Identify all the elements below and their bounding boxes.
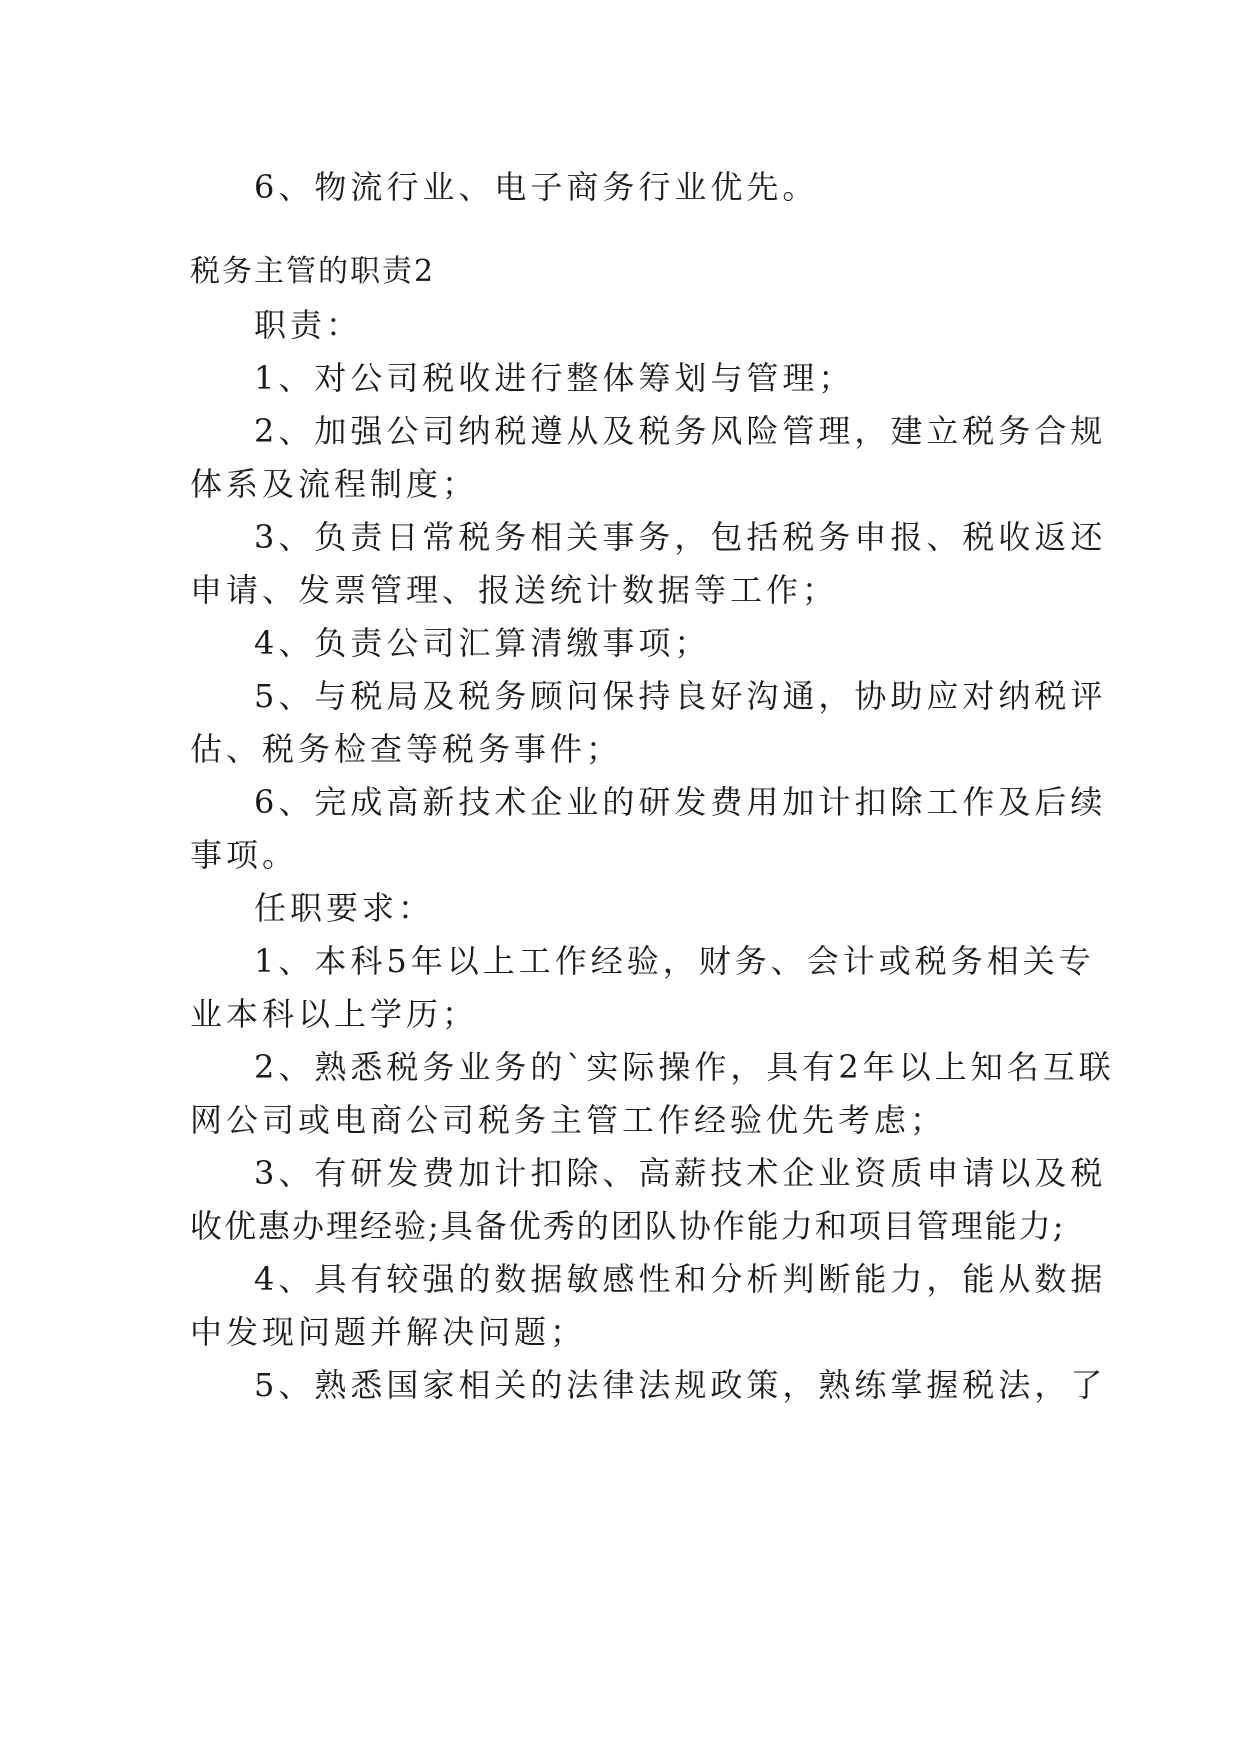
text-line: 收优惠办理经验;具备优秀的团队协作能力和项目管理能力; <box>190 1207 1066 1245</box>
text-line: 6、物流行业、电子商务行业优先。 <box>254 168 819 206</box>
text-line: 中发现问题并解决问题； <box>190 1313 587 1351</box>
text-line: 5、与税局及税务顾问保持良好沟通，协助应对纳税评 <box>254 677 1107 715</box>
text-line: 2、加强公司纳税遵从及税务风险管理，建立税务合规 <box>254 412 1107 450</box>
section-heading: 税务主管的职责2 <box>190 254 436 289</box>
text-line: 2、熟悉税务业务的`实际操作，具有2年以上知名互联 <box>254 1048 1115 1086</box>
text-line: 体系及流程制度； <box>190 465 479 503</box>
text-line: 3、有研发费加计扣除、高薪技术企业资质申请以及税 <box>254 1154 1107 1192</box>
text-line: 1、对公司税收进行整体筹划与管理； <box>254 359 855 397</box>
text-line: 职责： <box>254 306 363 344</box>
text-line: 1、本科5年以上工作经验，财务、会计或税务相关专 <box>254 942 1095 980</box>
text-line: 6、完成高新技术企业的研发费用加计扣除工作及后续 <box>254 783 1107 821</box>
text-line: 4、具有较强的数据敏感性和分析判断能力，能从数据 <box>254 1260 1107 1298</box>
text-line: 5、熟悉国家相关的法律法规政策，熟练掌握税法，了 <box>254 1366 1107 1404</box>
text-line: 估、税务检查等税务事件； <box>190 730 623 768</box>
text-line: 4、负责公司汇算清缴事项； <box>254 624 711 662</box>
text-line: 网公司或电商公司税务主管工作经验优先考虑； <box>190 1101 947 1139</box>
text-line: 申请、发票管理、报送统计数据等工作； <box>190 571 839 609</box>
text-line: 业本科以上学历； <box>190 995 479 1033</box>
text-line: 事项。 <box>190 836 299 874</box>
text-line: 任职要求： <box>254 889 435 927</box>
text-line: 3、负责日常税务相关事务，包括税务申报、税收返还 <box>254 518 1107 556</box>
